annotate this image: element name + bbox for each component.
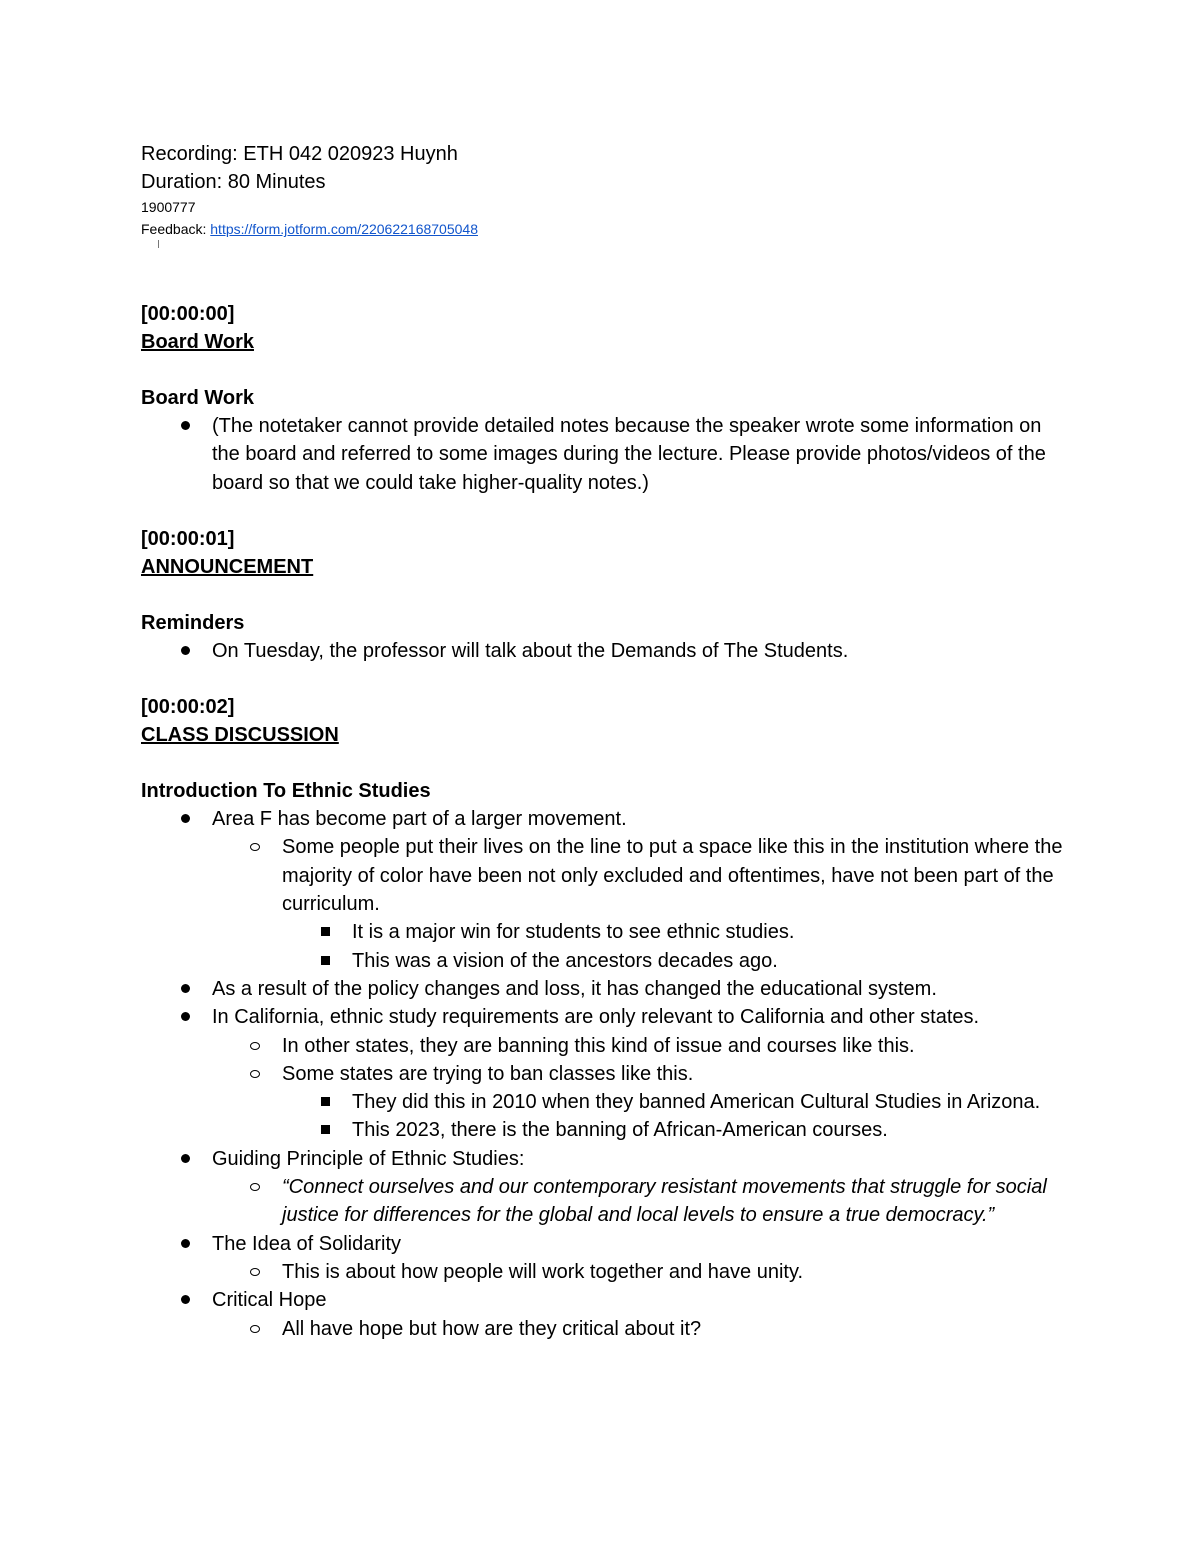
list-item: This is about how people will work together and have unity.	[141, 1258, 1071, 1286]
bullet-circle-icon	[250, 1325, 260, 1333]
list-item: All have hope but how are they critical about it?	[141, 1315, 1071, 1343]
list-item	[141, 1173, 1071, 1230]
section-title-class-discussion: CLASS DISCUSSION	[141, 724, 339, 747]
bullet-circle-icon	[250, 1183, 260, 1191]
timestamp-2: [00:00:02]	[141, 696, 235, 719]
reminders-list	[141, 637, 1071, 665]
bullet-dot-icon	[181, 1239, 190, 1248]
feedback-link[interactable]: https://form.jotform.com/220622168705048	[210, 221, 478, 237]
subheading-board-work: Board Work	[141, 387, 254, 409]
list-item: Some people put their lives on the line to put a space like this in the institution where the majority of color have been not only excluded and oftentimes, have not been part of the curriculum.	[141, 833, 1071, 918]
list-item: The Idea of Solidarity	[141, 1230, 1071, 1258]
guiding-principle-quote: “Connect ourselves and our contemporary resistant movements that struggle for social justice for differences for the global and local levels to ensure a true democracy.”	[282, 1176, 1047, 1227]
list-item: Area F has become part of a larger movement.	[141, 805, 1071, 833]
recording-line: Recording: ETH 042 020923 Huynh	[141, 143, 458, 165]
bullet-square-icon	[321, 956, 330, 965]
bullet-dot-icon	[181, 646, 190, 655]
list-item: In California, ethnic study requirements are only relevant to California and other states.	[141, 1003, 1071, 1031]
bullet-square-icon	[321, 927, 330, 936]
list-item: This 2023, there is the banning of African-American courses.	[141, 1116, 1071, 1144]
list-item: As a result of the policy changes and loss, it has changed the educational system.	[141, 975, 1071, 1003]
list-item: Guiding Principle of Ethnic Studies:	[141, 1145, 1071, 1173]
bullet-dot-icon	[181, 814, 190, 823]
list-item: It is a major win for students to see ethnic studies.	[141, 918, 1071, 946]
id-line: 1900777	[141, 199, 196, 215]
timestamp-0: [00:00:00]	[141, 303, 235, 325]
bullet-square-icon	[321, 1097, 330, 1106]
section-title-board-work: Board Work	[141, 331, 254, 353]
document-content	[141, 140, 1071, 1343]
bullet-square-icon	[321, 1125, 330, 1134]
board-work-list	[141, 412, 1071, 497]
list-item: On Tuesday, the professor will talk about the Demands of The Students.	[141, 637, 1071, 665]
bullet-circle-icon	[250, 1070, 260, 1078]
bullet-circle-icon	[250, 843, 260, 851]
list-item: They did this in 2010 when they banned American Cultural Studies in Arizona.	[141, 1088, 1071, 1116]
bullet-circle-icon	[250, 1268, 260, 1276]
list-item: In other states, they are banning this kind of issue and courses like this.	[141, 1032, 1071, 1060]
bullet-circle-icon	[250, 1042, 260, 1050]
section-title-announcement: ANNOUNCEMENT	[141, 555, 314, 578]
list-item: Some states are trying to ban classes like this.	[141, 1060, 1071, 1088]
list-item: Critical Hope	[141, 1286, 1071, 1314]
subheading-reminders: Reminders	[141, 611, 245, 634]
bullet-dot-icon	[181, 1154, 190, 1163]
feedback-line	[141, 218, 1071, 240]
list-item: This was a vision of the ancestors decades ago.	[141, 947, 1071, 975]
subheading-intro-ethnic-studies: Introduction To Ethnic Studies	[141, 780, 431, 803]
bullet-dot-icon	[181, 1012, 190, 1021]
cursor-tick	[141, 240, 1071, 256]
duration-line: Duration: 80 Minutes	[141, 171, 326, 193]
bullet-dot-icon	[181, 1295, 190, 1304]
feedback-label: Feedback:	[141, 221, 211, 237]
class-discussion-list	[141, 805, 1071, 1343]
timestamp-1: [00:00:01]	[141, 527, 235, 550]
bullet-dot-icon	[181, 984, 190, 993]
bullet-dot-icon	[181, 421, 190, 430]
list-item: (The notetaker cannot provide detailed notes because the speaker wrote some information on the board and referred to some images during the lecture. Please provide photos/videos of the board so that we could take higher-quality notes.)	[141, 412, 1071, 497]
